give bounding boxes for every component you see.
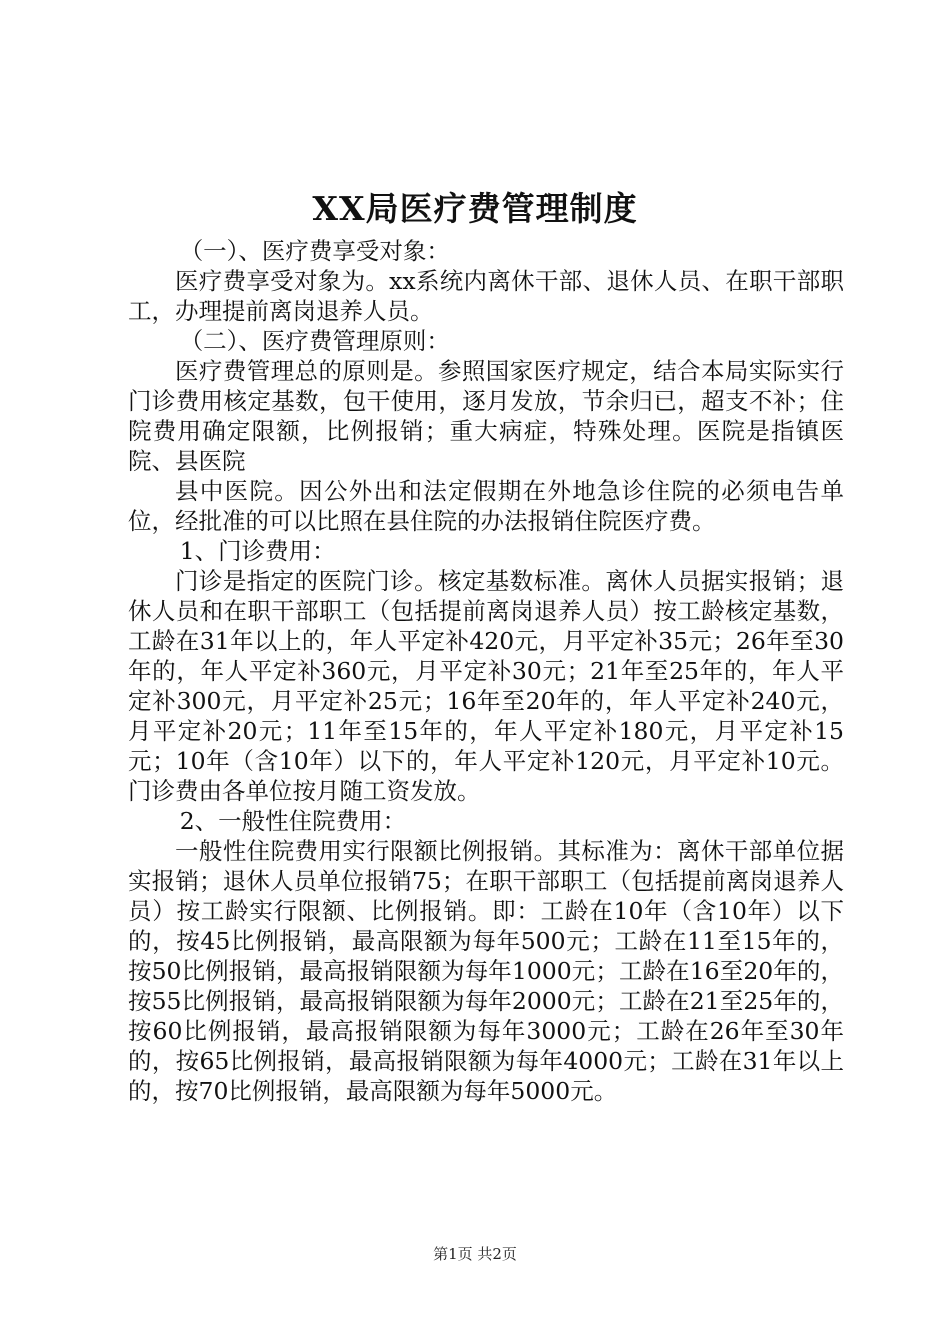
- section-heading-recipients: （一）、医疗费享受对象：: [179, 237, 450, 265]
- section-heading-outpatient: 1、门诊费用：: [179, 537, 336, 565]
- section-heading-inpatient: 2、一般性住院费用：: [179, 807, 407, 835]
- paragraph-hospitals: 县中医院。因公外出和法定假期在外地急诊住院的必须电告单位，经批准的可以比照在县住院的办法报销住院医疗费。: [128, 477, 844, 535]
- page-footer: 第1页 共2页: [433, 1245, 517, 1263]
- paragraph-outpatient: 门诊是指定的医院门诊。核定基数标准。离休人员据实报销；退休人员和在职干部职工（包括提前离岗退养人员）按工龄核定基数，工龄在31年以上的，年人平定补420元，月平定补35元；26年至30年的，年人平定补360元，月平定补30元；21年至25年的，年人平定补300元，月平定补25元；16年至20年的，年人平定补240元，月平定补20元；11年至15年的，年人平定补180元，月平定补15元；10年（含10年）以下的，年人平定补120元，月平定补10元。门诊费由各单位按月随工资发放。: [128, 567, 844, 805]
- paragraph-inpatient: 一般性住院费用实行限额比例报销。其标准为：离休干部单位据实报销；退休人员单位报销75；在职干部职工（包括提前离岗退养人员）按工龄实行限额、比例报销。即：工龄在10年（含10年）以下的，按45比例报销，最高限额为每年500元；工龄在11至15年的，按50比例报销，最高报销限额为每年1000元；工龄在16至20年的，按55比例报销，最高报销限额为每年2000元；工龄在21至25年的，按60比例报销，最高报销限额为每年3000元；工龄在26年至30年的，按65比例报销，最高报销限额为每年4000元；工龄在31年以上的，按70比例报销，最高限额为每年5000元。: [128, 837, 844, 1105]
- paragraph-recipients: 医疗费享受对象为。xx系统内离休干部、退休人员、在职干部职工，办理提前离岗退养人员。: [128, 267, 844, 325]
- document-title: XX局医疗费管理制度: [312, 189, 638, 228]
- paragraph-principles: 医疗费管理总的原则是。参照国家医疗规定，结合本局实际实行门诊费用核定基数，包干使用，逐月发放，节余归已，超支不补；住院费用确定限额，比例报销；重大病症，特殊处理。医院是指镇医院、县医院: [128, 357, 844, 475]
- section-heading-principles: （二）、医疗费管理原则：: [179, 327, 450, 355]
- document-body: [128, 236, 844, 1106]
